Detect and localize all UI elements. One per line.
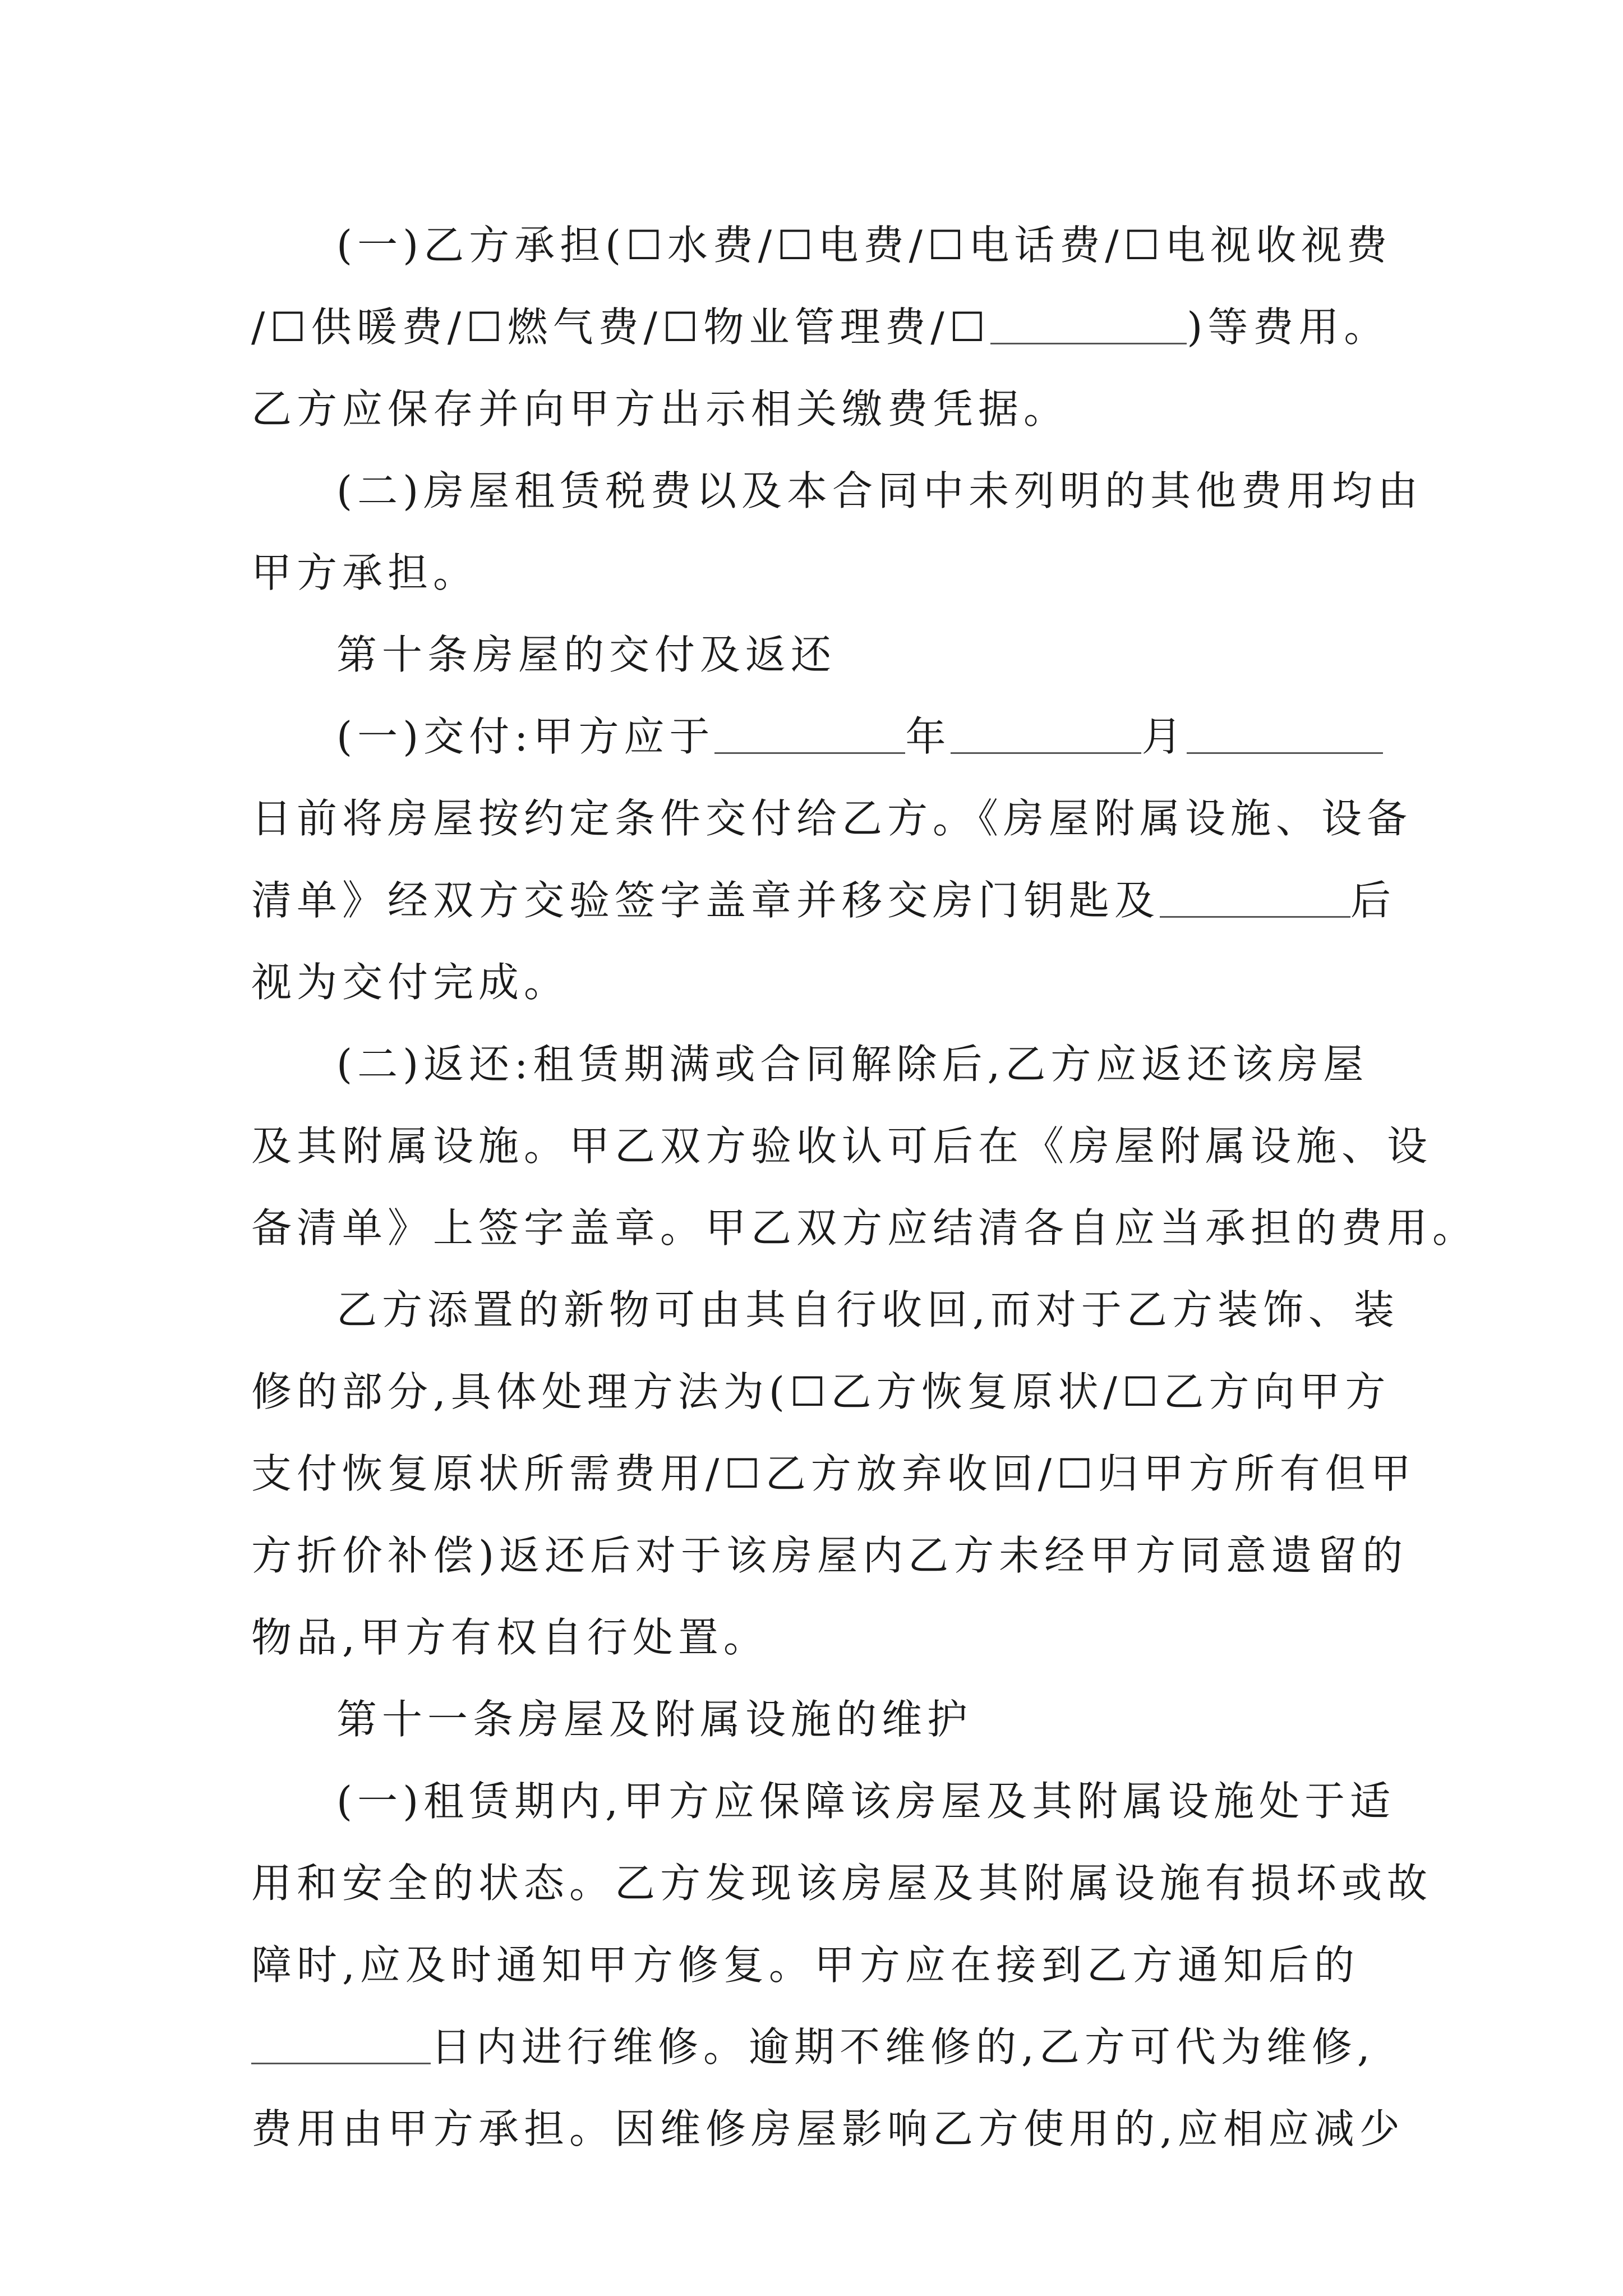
- text-line: [251, 1105, 1433, 1187]
- blank-field-month[interactable]: [951, 719, 1141, 754]
- text-run: 第十条房屋的交付及返还: [336, 631, 837, 678]
- document-page: [251, 204, 1478, 2170]
- text-run: (二)房屋租赁税费以及本合同中未列明的其他费用均由: [336, 467, 1423, 514]
- text-line: [251, 1351, 1391, 1433]
- text-line: [251, 2088, 1405, 2170]
- text-run: 及其附属设施。甲乙双方验收认可后在《房屋附属设施、设: [251, 1122, 1433, 1170]
- text-run: 乙方应保存并向甲方出示相关缴费凭据。: [251, 385, 1069, 432]
- text-run: 日内进行维修。逾期不维修的,乙方可代为维修,: [431, 2023, 1375, 2070]
- text-run: 障时,应及时通知甲方修复。甲方应在接到乙方通知后的: [251, 1941, 1359, 1989]
- blank-field-year[interactable]: [714, 719, 905, 754]
- blank-field-handover-items[interactable]: [1160, 882, 1350, 918]
- text-line: [251, 777, 1413, 859]
- text-run: (二)返还:租赁期满或合同解除后,乙方应返还该房屋: [336, 1041, 1369, 1088]
- text-line: [251, 286, 1391, 368]
- text-line: [251, 1760, 1396, 1842]
- text-line: [251, 1023, 1391, 1105]
- text-run: 用和安全的状态。乙方发现该房屋及其附属设施有损坏或故: [251, 1860, 1433, 1907]
- text-run: 修的部分,具体处理方法为(☐乙方恢复原状/☐乙方向甲方: [251, 1368, 1391, 1415]
- text-line: [251, 1515, 1408, 1596]
- blank-field-repair-days[interactable]: [251, 2029, 431, 2064]
- text-line: [251, 696, 1391, 777]
- text-run: )等费用。: [1187, 303, 1390, 351]
- text-line: [251, 1842, 1433, 1924]
- text-run: 方折价补偿)返还后对于该房屋内乙方未经甲方同意遗留的: [251, 1532, 1408, 1579]
- text-run: 乙方添置的新物可由其自行收回,而对于乙方装饰、装: [336, 1286, 1399, 1333]
- text-run: 甲方承担。: [251, 549, 479, 596]
- text-line: [251, 450, 1423, 532]
- section-heading: [251, 614, 1391, 696]
- text-run: 物品,甲方有权自行处置。: [251, 1614, 769, 1661]
- text-run: (一)乙方承担(☐水费/☐电费/☐电话费/☐电视收视费: [336, 222, 1393, 269]
- text-run: 年: [905, 713, 951, 760]
- text-line: [251, 2006, 1391, 2088]
- text-run: 后: [1350, 877, 1396, 924]
- text-line: [251, 1596, 1391, 1678]
- text-run: 清单》经双方交验签字盖章并移交房门钥匙及: [251, 877, 1160, 924]
- text-run: (一)交付:甲方应于: [336, 713, 715, 760]
- text-run: (一)租赁期内,甲方应保障该房屋及其附属设施处于适: [336, 1778, 1396, 1825]
- text-run: 视为交付完成。: [251, 959, 570, 1006]
- text-run: 备清单》上签字盖章。甲乙双方应结清各自应当承担的费用。: [251, 1204, 1478, 1251]
- text-line: [251, 532, 1391, 614]
- blank-field-other-fees[interactable]: [990, 309, 1187, 344]
- text-run: 第十一条房屋及附属设施的维护: [336, 1696, 973, 1743]
- text-line: [251, 1187, 1478, 1269]
- text-run: 费用由甲方承担。因维修房屋影响乙方使用的,应相应减少: [251, 2105, 1405, 2152]
- text-run: 日前将房屋按约定条件交付给乙方。《房屋附属设施、设备: [251, 795, 1413, 842]
- text-run: 月: [1141, 713, 1187, 760]
- blank-field-day[interactable]: [1187, 719, 1383, 754]
- text-line: [251, 941, 1391, 1023]
- section-heading: [251, 1678, 1391, 1760]
- text-run: /☐供暖费/☐燃气费/☐物业管理费/☐: [251, 303, 991, 351]
- text-line: [251, 1433, 1416, 1515]
- text-run: 支付恢复原状所需费用/☐乙方放弃收回/☐归甲方所有但甲: [251, 1450, 1416, 1497]
- text-line: [251, 1924, 1391, 2006]
- text-line: [251, 204, 1391, 286]
- text-line: [251, 1269, 1399, 1351]
- text-line: [251, 368, 1391, 450]
- text-line: [251, 859, 1396, 941]
